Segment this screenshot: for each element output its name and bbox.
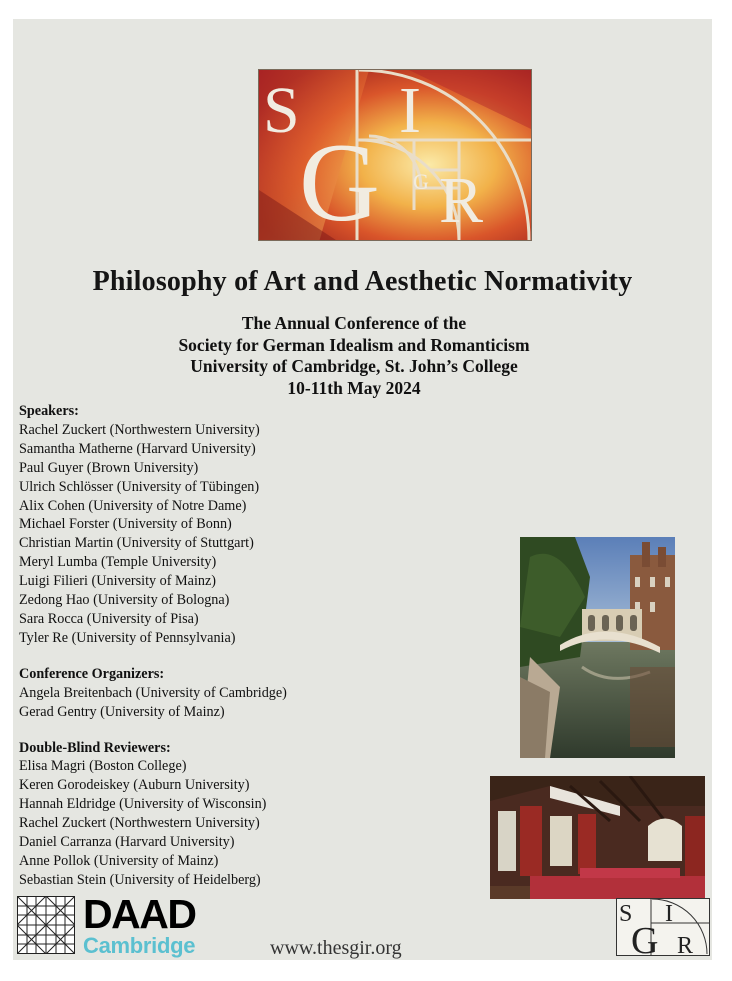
reviewer-item: Keren Gorodeiskey (Auburn University) [19, 777, 250, 794]
reviewer-item: Hannah Eldridge (University of Wisconsin) [19, 796, 267, 813]
organizers-heading: Conference Organizers: [19, 665, 165, 682]
section-gap [19, 648, 287, 665]
speaker-item: Luigi Filieri (University of Mainz) [19, 573, 217, 590]
conference-title: Philosophy of Art and Aesthetic Normativity [92, 266, 633, 297]
speaker-item: Samantha Matherne (Harvard University) [19, 440, 256, 457]
subtitle-line: University of Cambridge, St. John’s College [190, 356, 518, 376]
speaker-item: Alix Cohen (University of Notre Dame) [19, 497, 247, 514]
sgir-small-logo [616, 898, 710, 956]
speaker-item: Zedong Hao (University of Bologna) [19, 592, 230, 609]
dining-hall-photo [490, 776, 705, 899]
reviewer-item: Daniel Carranza (Harvard University) [19, 834, 235, 851]
svg-text:I: I [399, 74, 421, 147]
subtitle-line: The Annual Conference of the [241, 313, 467, 333]
svg-text:R: R [439, 164, 484, 237]
speaker-item: Christian Martin (University of Stuttgart) [19, 535, 254, 552]
speaker-item: Michael Forster (University of Bonn) [19, 516, 232, 533]
svg-text:S: S [263, 74, 300, 147]
sgir-logo [258, 69, 532, 241]
daad-cambridge-wordmark: Cambridge [83, 933, 196, 958]
speakers-heading: Speakers: [19, 403, 79, 419]
daad-cambridge-logo [83, 891, 211, 958]
reviewers-heading: Double-Blind Reviewers: [19, 739, 171, 756]
reviewer-item: Anne Pollok (University of Mainz) [19, 852, 219, 869]
bridge-of-sighs-photo [520, 537, 675, 758]
organizer-item: Gerad Gentry (University of Mainz) [19, 703, 225, 720]
reviewer-item: Sebastian Stein (University of Heidelberg) [19, 871, 261, 888]
reviewer-item: Rachel Zuckert (Northwestern University) [19, 815, 260, 832]
svg-text:R: R [677, 933, 694, 955]
svg-text:I: I [665, 901, 673, 927]
daad-wordmark: DAAD [83, 891, 196, 937]
reviewer-item: Elisa Magri (Boston College) [19, 758, 187, 775]
speaker-item: Sara Rocca (University of Pisa) [19, 610, 199, 627]
svg-text:S: S [619, 901, 633, 927]
website-link[interactable]: www.thesgir.org [270, 937, 402, 959]
conference-subtitle [13, 313, 695, 399]
daad-pattern-logo [17, 896, 75, 954]
participants-list [19, 402, 287, 890]
section-gap [19, 722, 287, 739]
svg-text:G: G [299, 121, 380, 241]
organizer-item: Angela Breitenbach (University of Cambridge) [19, 684, 287, 701]
subtitle-line: Society for German Idealism and Romanticism [178, 334, 530, 355]
svg-text:G: G [413, 169, 429, 194]
poster [13, 19, 712, 960]
subtitle-line: 10-11th May 2024 [287, 377, 421, 398]
speaker-item: Meryl Lumba (Temple University) [19, 554, 217, 571]
speaker-item: Tyler Re (University of Pennsylvania) [19, 629, 236, 646]
speaker-item: Rachel Zuckert (Northwestern University) [19, 421, 260, 438]
speaker-item: Ulrich Schlösser (University of Tübingen) [19, 478, 260, 495]
speaker-item: Paul Guyer (Brown University) [19, 459, 199, 476]
svg-text:G: G [631, 920, 659, 955]
